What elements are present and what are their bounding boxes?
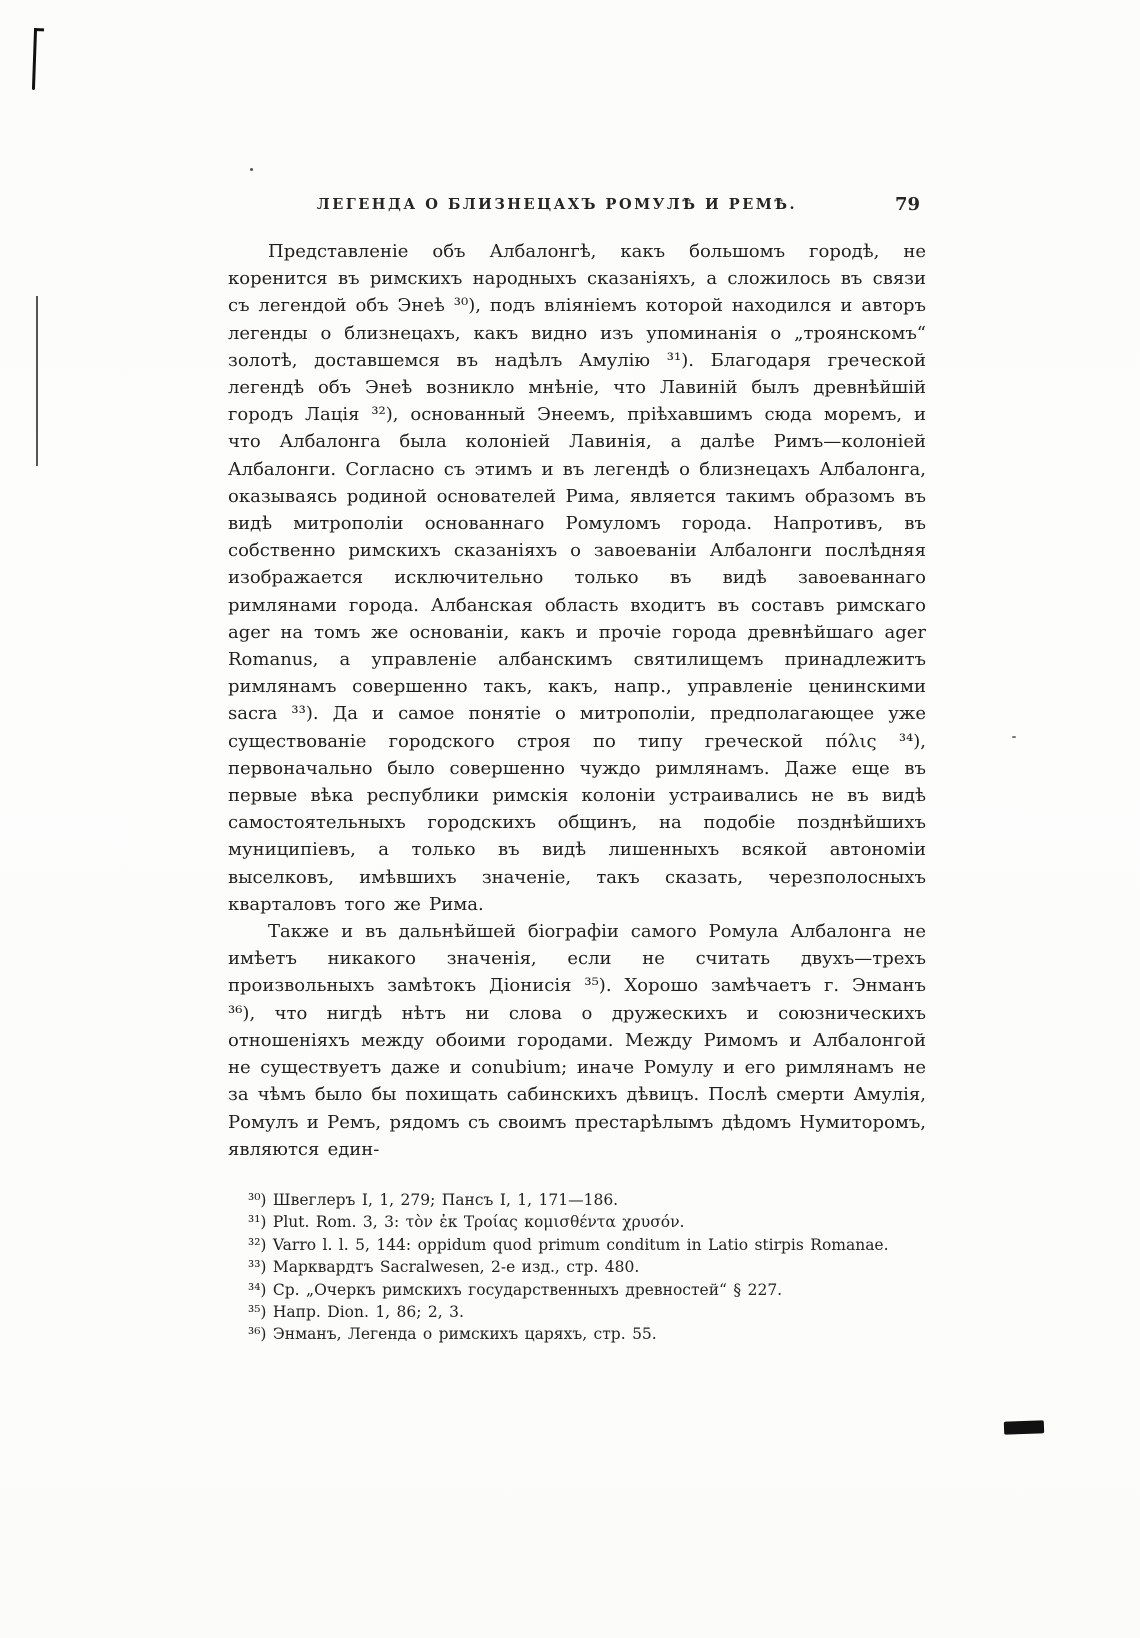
page-number: 79 [894,194,920,215]
footnote-30: ³⁰) Швеглеръ I, 1, 279; Пансъ I, 1, 171—186. [248,1190,619,1209]
footnote-32: ³²) Varro l. l. 5, 144: oppidum quod primum conditum in Latio stirpis Romanae. [248,1235,889,1254]
body-paragraph-2: Также и въ дальнѣйшей біографіи самого Ромула Албалонга не имѣетъ никакого значенія, если не считать двухъ—трехъ произвольныхъ замѣтокъ Діонисія ³⁵). Хорошо замѣчаетъ г. Энманъ ³⁶), что нигдѣ нѣтъ ни слова о дружескихъ и союзническихъ отношеніяхъ между обоими городами. Между Римомъ и Албалонгой не существуетъ даже и conubium; иначе Ромулу и его римлянамъ не за чѣмъ было бы похищать сабинскихъ дѣвицъ. Послѣ смерти Амулія, Ромулъ и Ремъ, рядомъ съ своимъ престарѣлымъ дѣдомъ Нумиторомъ, являются един- [228,921,926,1160]
scan-artifact-bottom-right [1004,1420,1044,1434]
running-header [228,196,926,222]
scan-speck [1012,736,1016,738]
footnote-35: ³⁵) Напр. Dion. 1, 86; 2, 3. [248,1302,464,1321]
text-column [228,196,926,1346]
footnote-33: ³³) Марквардтъ Sacralwesen, 2-е изд., стр. 480. [248,1258,640,1277]
scan-artifact-left-edge-line [36,296,38,466]
footnotes-section [228,1189,926,1346]
scan-artifact-top-left [32,28,37,90]
footnote-34: ³⁴) Ср. „Очеркъ римскихъ государственныхъ древностей“ § 227. [248,1280,783,1299]
running-header-title: ЛЕГЕНДА О БЛИЗНЕЦАХЪ РОМУЛѢ И РЕМѢ. [316,196,798,213]
footnote-36: ³⁶) Энманъ, Легенда о римскихъ царяхъ, стр. 55. [248,1325,657,1344]
scan-speck [250,168,253,171]
footnote-31: ³¹) Plut. Rom. 3, 3: τὸν ἐκ Τροίας κομισθέντα χρυσόν. [248,1213,685,1232]
body-paragraph-1: Представленіе объ Албалонгѣ, какъ большомъ городѣ, не коренится въ римскихъ народныхъ сказаніяхъ, а сложилось въ связи съ легендой объ Энеѣ ³⁰), подъ вліяніемъ которой находился и авторъ легенды о близнецахъ, какъ видно изъ упоминанія о „троянскомъ“ золотѣ, доставшемся въ надѣлъ Амулію ³¹). Благодаря греческой легендѣ объ Энеѣ возникло мнѣніе, что Лавиній былъ древнѣйшій городъ Лація ³²), основанный Энеемъ, пріѣхавшимъ сюда моремъ, и что Албалонга была колоніей Лавинія, а далѣе Римъ—колоніей Албалонги. Согласно съ этимъ и въ легендѣ о близнецахъ Албалонга, оказываясь родиной основателей Рима, является такимъ образомъ въ видѣ митрополіи основаннаго Ромуломъ города. Напротивъ, въ собственно римскихъ сказаніяхъ о завоеваніи Албалонги послѣдняя изображается исключительно только въ видѣ завоеваннаго римлянами города. Албанская область входитъ въ составъ римскаго ager на томъ же основаніи, какъ и прочіе города древнѣйшаго ager Romanus, а управленіе албанскимъ святилищемъ принадлежитъ римлянамъ совершенно такъ, какъ, напр., управленіе ценинскими sacra ³³). Да и самое понятіе о митрополіи, предполагающее уже существованіе городского строя по типу греческой πόλις ³⁴), первоначально было совершенно чуждо римлянамъ. Даже еще въ первые вѣка республики римскія колоніи устраивались не въ видѣ самостоятельныхъ городскихъ общинъ, на подобіе позднѣйшихъ муниципіевъ, а только въ видѣ лишенныхъ всякой автономіи выселковъ, имѣвшихъ значеніе, такъ сказать, черезполосныхъ кварталовъ того же Рима. [228,241,926,915]
